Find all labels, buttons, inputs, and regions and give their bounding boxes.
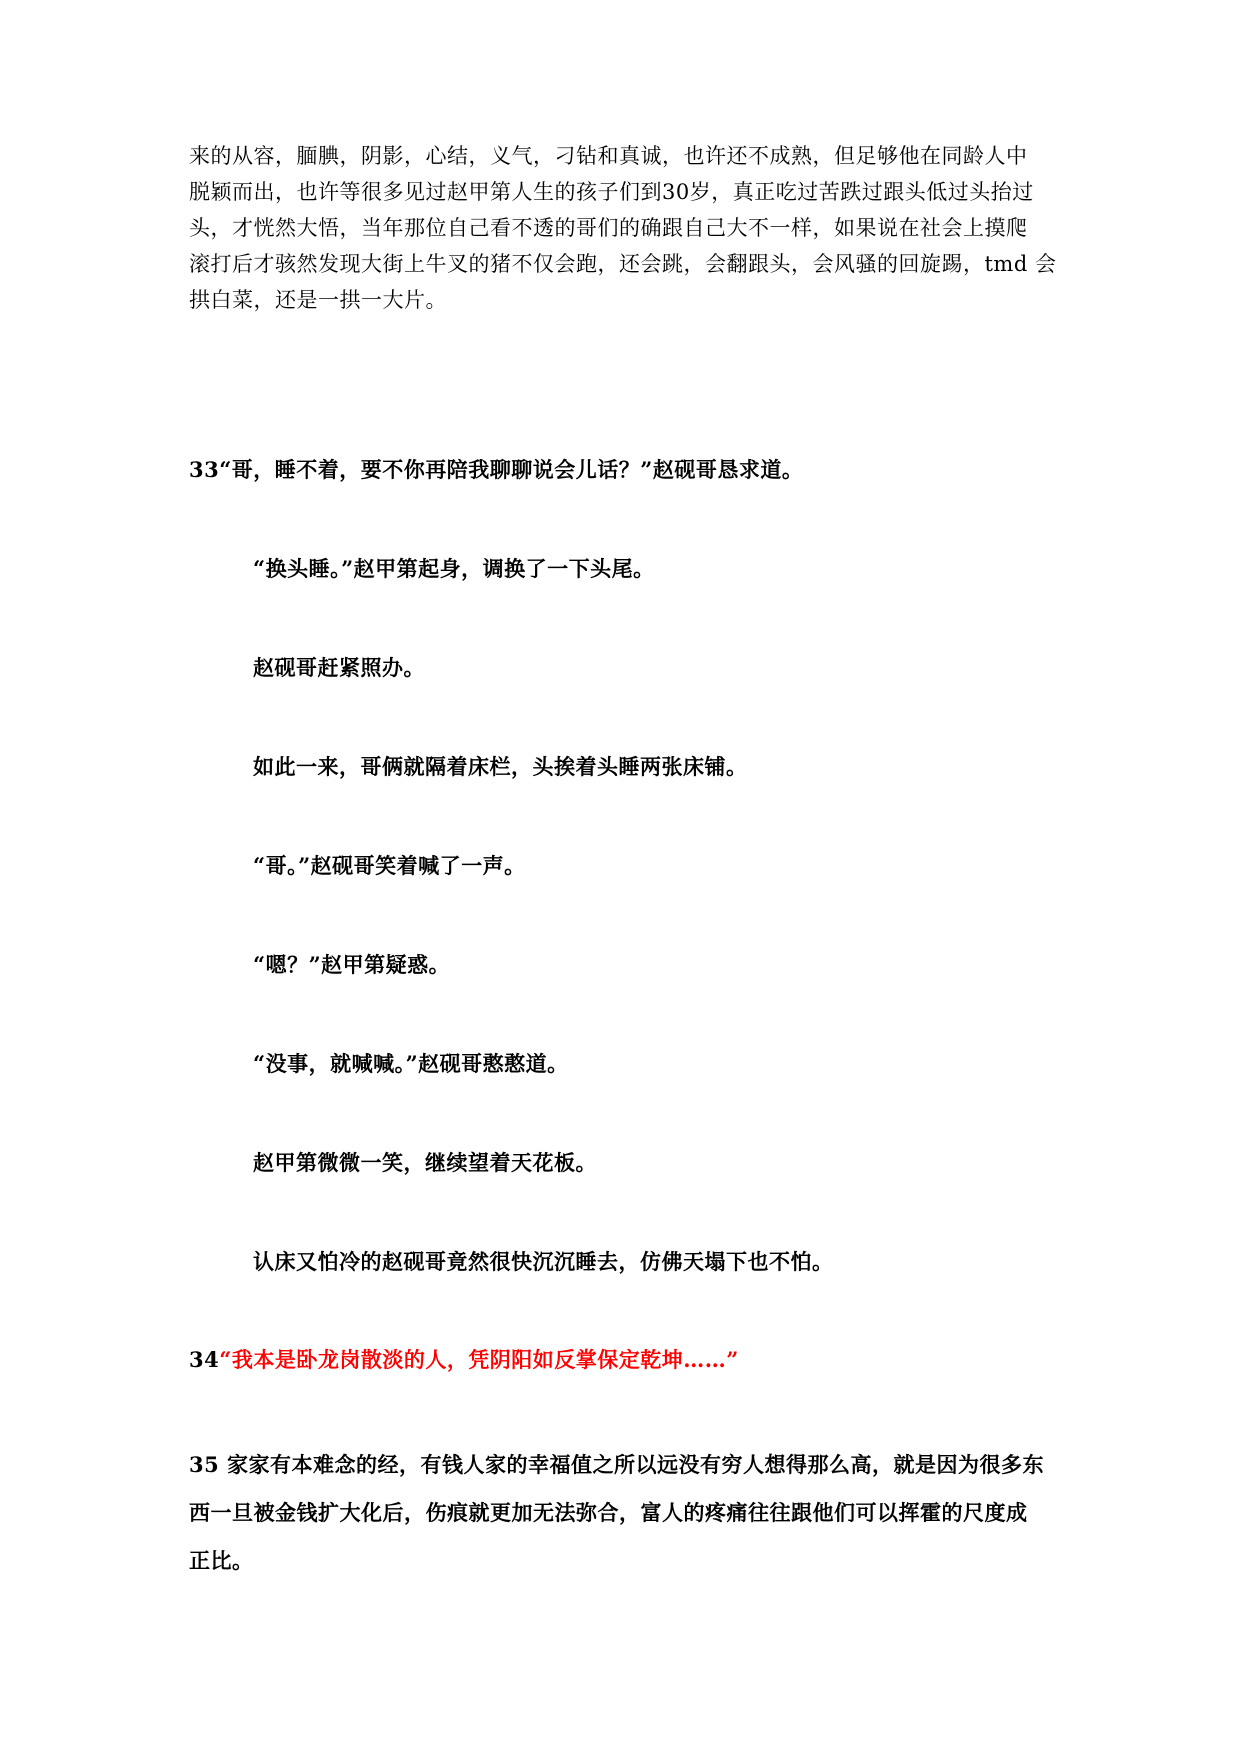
text-line: 来的从容，腼腆，阴影，心结，义气，刁钻和真诚，也许还不成熟，但足够他在同龄人中 — [189, 144, 1028, 168]
section-34-number: 34 — [189, 1347, 220, 1372]
dialogue-paragraph: 赵砚哥赶紧照办。 — [253, 655, 425, 680]
dialogue-paragraph: 认床又怕冷的赵砚哥竟然很快沉沉睡去，仿佛天塌下也不怕。 — [253, 1249, 834, 1274]
dialogue-paragraph: “没事，就喊喊。”赵砚哥憨憨道。 — [253, 1051, 569, 1076]
dialogue-paragraph: 如此一来，哥俩就隔着床栏，头挨着头睡两张床铺。 — [253, 754, 748, 779]
text-line: 滚打后才骇然发现大街上牛叉的猪不仅会跑，还会跳，会翻跟头，会风骚的回旋踢，tmd 会 — [189, 252, 1057, 276]
intro-paragraph — [189, 138, 1059, 318]
section-34 — [189, 1342, 1059, 1378]
section-34-quote: “我本是卧龙岗散淡的人，凭阴阳如反掌保定乾坤……” — [219, 1347, 739, 1372]
dialogue-paragraph: “换头睡。”赵甲第起身，调换了一下头尾。 — [253, 556, 655, 581]
text-line: 头，才恍然大悟，当年那位自己看不透的哥们的确跟自己大不一样，如果说在社会上摸爬 — [189, 216, 1028, 240]
dialogue-paragraph: 赵甲第微微一笑，继续望着天花板。 — [253, 1150, 597, 1175]
dialogue-paragraph: “嗯？”赵甲第疑惑。 — [253, 952, 451, 977]
text-line: 拱白菜，还是一拱一大片。 — [189, 288, 447, 312]
text-line: 脱颖而出，也许等很多见过赵甲第人生的孩子们到30岁，真正吃过苦跌过跟头低过头抬过 — [189, 180, 1034, 204]
text-line: 35 家家有本难念的经，有钱人家的幸福值之所以远没有穷人想得那么高，就是因为很多东 — [189, 1452, 1045, 1477]
text-line: 西一旦被金钱扩大化后，伤痕就更加无法弥合，富人的疼痛往往跟他们可以挥霍的尺度成 — [189, 1500, 1028, 1525]
text-line: 正比。 — [189, 1548, 254, 1573]
section-33-heading: 33“哥，睡不着，要不你再陪我聊聊说会儿话？”赵砚哥恳求道。 — [189, 457, 804, 482]
dialogue-paragraph: “哥。”赵砚哥笑着喊了一声。 — [253, 853, 526, 878]
section-35-paragraph — [189, 1441, 1059, 1585]
